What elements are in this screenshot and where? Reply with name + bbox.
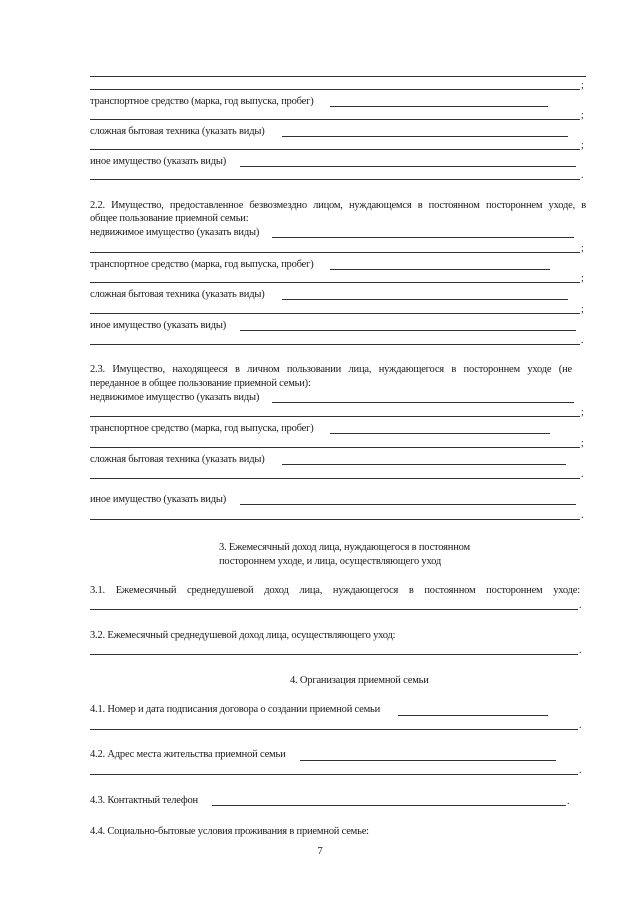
page-number: 7 bbox=[317, 846, 323, 857]
blank-line bbox=[212, 805, 566, 806]
line-end-mark: ; bbox=[581, 140, 584, 151]
line-end-mark: . bbox=[567, 796, 570, 807]
line-end-mark: ; bbox=[581, 243, 584, 254]
blank-line bbox=[90, 609, 578, 610]
line-end-mark: . bbox=[579, 765, 582, 776]
label-other: иное имущество (указать виды) bbox=[90, 320, 226, 331]
line-end-mark: . bbox=[581, 469, 584, 480]
line-end-mark: ; bbox=[581, 110, 584, 121]
blank-line bbox=[330, 269, 550, 270]
blank-line bbox=[272, 237, 574, 238]
line-end-mark: . bbox=[579, 600, 582, 611]
section-3-title-line1: 3. Ежемесячный доход лица, нуждающегося в постоянном bbox=[219, 542, 470, 553]
blank-line bbox=[90, 416, 580, 417]
label-other: иное имущество (указать виды) bbox=[90, 494, 226, 505]
blank-line bbox=[240, 504, 576, 505]
blank-line bbox=[282, 464, 566, 465]
blank-line bbox=[90, 149, 580, 150]
blank-line bbox=[282, 299, 568, 300]
item-4-2: 4.2. Адрес места жительства приемной семьи bbox=[90, 749, 286, 760]
item-4-3: 4.3. Контактный телефон bbox=[90, 795, 198, 806]
blank-line bbox=[90, 89, 580, 90]
line-end-mark: . bbox=[581, 510, 584, 521]
label-realty: недвижимое имущество (указать виды) bbox=[90, 392, 260, 403]
blank-line bbox=[90, 478, 580, 479]
blank-line bbox=[398, 715, 548, 716]
blank-line bbox=[240, 166, 576, 167]
line-end-mark: ; bbox=[581, 80, 584, 91]
blank-line bbox=[330, 106, 548, 107]
label-transport: транспортное средство (марка, год выпуска, пробег) bbox=[90, 96, 314, 107]
label-realty: недвижимое имущество (указать виды) bbox=[90, 227, 260, 238]
line-end-mark: ; bbox=[581, 438, 584, 449]
line-end-mark: . bbox=[579, 645, 582, 656]
line-end-mark: ; bbox=[581, 304, 584, 315]
heading-2-3-line2: переданное в общее пользование приемной семьи): bbox=[90, 378, 311, 389]
heading-2-2-line2: общее пользование приемной семьи: bbox=[90, 213, 249, 224]
blank-line bbox=[90, 447, 580, 448]
blank-line bbox=[330, 433, 550, 434]
label-other: иное имущество (указать виды) bbox=[90, 156, 226, 167]
blank-line bbox=[240, 330, 576, 331]
blank-line bbox=[90, 774, 578, 775]
item-4-4: 4.4. Социально-бытовые условия проживания в приемной семье: bbox=[90, 826, 369, 837]
blank-line bbox=[90, 654, 578, 655]
line-end-mark: . bbox=[581, 170, 584, 181]
blank-line bbox=[90, 179, 580, 180]
blank-line bbox=[90, 519, 580, 520]
line-end-mark: . bbox=[581, 335, 584, 346]
blank-line bbox=[90, 282, 580, 283]
item-3-1: 3.1. Ежемесячный среднедушевой доход лица, нуждающегося в постоянном постороннем уходе: bbox=[90, 585, 580, 596]
section-4-title: 4. Организация приемной семьи bbox=[290, 675, 429, 686]
section-3-title-line2: постороннем уходе, и лица, осуществляющего уход bbox=[219, 556, 442, 567]
label-appliances: сложная бытовая техника (указать виды) bbox=[90, 454, 265, 465]
item-3-2: 3.2. Ежемесячный среднедушевой доход лица, осуществляющего уход: bbox=[90, 630, 396, 641]
label-appliances: сложная бытовая техника (указать виды) bbox=[90, 289, 265, 300]
blank-line bbox=[90, 119, 580, 120]
blank-line bbox=[90, 729, 578, 730]
blank-line bbox=[90, 344, 580, 345]
blank-line bbox=[90, 252, 580, 253]
label-transport: транспортное средство (марка, год выпуска, пробег) bbox=[90, 423, 314, 434]
line-end-mark: . bbox=[579, 720, 582, 731]
label-appliances: сложная бытовая техника (указать виды) bbox=[90, 126, 265, 137]
blank-line bbox=[90, 76, 586, 77]
label-transport: транспортное средство (марка, год выпуска, пробег) bbox=[90, 259, 314, 270]
blank-line bbox=[300, 760, 556, 761]
heading-2-3-line1: 2.3. Имущество, находящееся в личном пользовании лица, нуждающегося в постороннем уходе (не bbox=[90, 364, 572, 375]
heading-2-2-line1: 2.2. Имущество, предоставленное безвозмездно лицом, нуждающемся в постоянном постороннем уходе, в bbox=[90, 200, 586, 211]
blank-line bbox=[282, 136, 568, 137]
line-end-mark: ; bbox=[581, 407, 584, 418]
line-end-mark: ; bbox=[581, 273, 584, 284]
blank-line bbox=[90, 313, 580, 314]
item-4-1: 4.1. Номер и дата подписания договора о создании приемной семьи bbox=[90, 704, 381, 715]
blank-line bbox=[272, 402, 574, 403]
